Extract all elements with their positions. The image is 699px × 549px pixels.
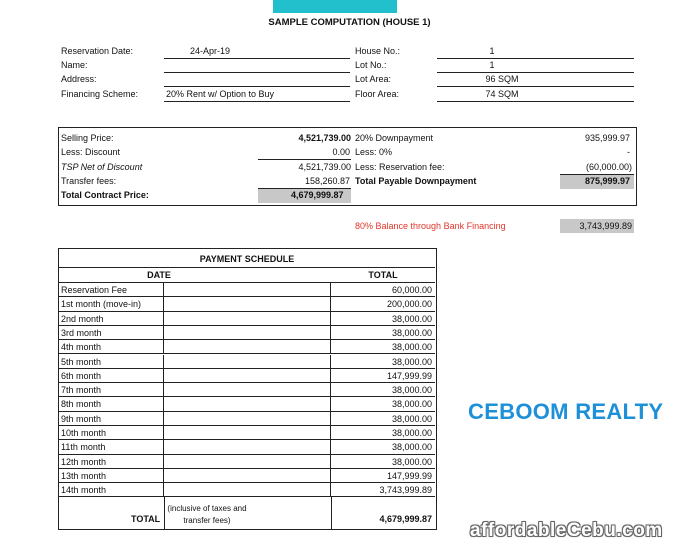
row-blank-cell	[164, 383, 331, 396]
row-amount-cell: 38,000.00	[391, 428, 432, 438]
row-amount-cell: 60,000.00	[391, 285, 432, 295]
balance-label: 80% Balance through Bank Financing	[355, 221, 506, 231]
schedule-title: PAYMENT SCHEDULE	[199, 254, 295, 264]
row-blank-cell	[164, 355, 331, 368]
schedule-total-label: TOTAL	[131, 514, 161, 524]
total-note-line-1: (inclusive of taxes and	[167, 504, 247, 513]
reservation-date-label: Reservation Date:	[61, 46, 134, 56]
total-note-line-2: transfer fees)	[183, 516, 231, 525]
less-zero-label: Less: 0%	[355, 147, 393, 157]
name-label: Name:	[61, 60, 88, 70]
selling-price-label: Selling Price:	[61, 133, 114, 143]
financing-scheme-label: Financing Scheme:	[61, 89, 139, 99]
table-row	[59, 340, 435, 354]
row-amount-cell: 38,000.00	[391, 356, 432, 367]
row-amount-cell: 38,000.00	[391, 442, 432, 453]
total-payable-value: 875,999.97	[584, 176, 630, 186]
payment-schedule-table	[58, 248, 437, 530]
total-payable-label: Total Payable Downpayment	[355, 176, 477, 186]
row-blank-cell	[164, 283, 331, 296]
less-zero-value: -	[627, 147, 630, 157]
table-row	[59, 326, 435, 340]
reservation-fee-value: (60,000.00)	[585, 162, 632, 172]
row-blank-cell	[164, 469, 331, 482]
table-row	[59, 397, 435, 411]
row-date-cell: 7th month	[59, 383, 164, 396]
table-row	[59, 312, 435, 326]
row-date-cell: Reservation Fee	[59, 283, 164, 296]
total-contract-label: Total Contract Price:	[61, 190, 149, 200]
row-blank-cell	[164, 412, 331, 425]
row-date-cell: 6th month	[59, 369, 164, 382]
table-row	[59, 283, 435, 297]
row-amount-cell: 3,743,999.89	[379, 485, 432, 496]
transfer-fees-value: 158,260.87	[304, 176, 350, 186]
row-date-cell: 3rd month	[59, 326, 164, 339]
row-date-cell: 1st month (move-in)	[59, 297, 164, 310]
discount-value: 0.00	[332, 147, 350, 157]
financing-scheme-value: 20% Rent w/ Option to Buy	[166, 89, 275, 99]
row-date-cell: 4th month	[59, 340, 164, 353]
table-row	[59, 412, 435, 426]
brand-name: CEBOOM REALTY	[468, 399, 664, 424]
row-amount-cell: 38,000.00	[391, 456, 432, 467]
row-date-cell: 8th month	[59, 397, 164, 410]
table-row	[59, 469, 435, 483]
financing-scheme-line	[164, 101, 350, 102]
table-row	[59, 383, 435, 397]
header-accent-bar	[273, 0, 397, 13]
row-date-cell: 11th month	[59, 440, 164, 453]
row-blank-cell	[164, 312, 331, 325]
row-amount-cell: 38,000.00	[391, 342, 432, 353]
tsp-label: TSP Net of Discount	[61, 162, 143, 172]
row-amount-cell: 38,000.00	[391, 313, 432, 324]
floor-area-value: 74 SQM	[485, 89, 519, 99]
row-amount-cell: 38,000.00	[391, 385, 432, 396]
transfer-fees-label: Transfer fees:	[61, 176, 117, 186]
table-row	[59, 483, 435, 497]
lot-area-value: 96 SQM	[485, 74, 519, 84]
discount-underline	[258, 159, 351, 160]
lot-area-line	[437, 86, 634, 87]
name-line	[164, 72, 350, 73]
floor-area-label: Floor Area:	[355, 89, 400, 99]
total-contract-value: 4,679,999.87	[291, 190, 344, 200]
row-blank-cell	[164, 326, 331, 339]
tsp-value: 4,521,739.00	[298, 162, 351, 172]
downpayment-label: 20% Downpayment	[355, 133, 434, 143]
address-label: Address:	[61, 74, 97, 84]
table-row	[59, 369, 435, 383]
row-date-cell: 13th month	[59, 469, 164, 482]
row-amount-cell: 38,000.00	[391, 327, 432, 338]
table-row	[59, 297, 435, 311]
row-amount-cell: 147,999.99	[386, 470, 432, 481]
balance-value: 3,743,999.89	[579, 221, 632, 231]
downpayment-value: 935,999.97	[584, 133, 630, 143]
lot-area-label: Lot Area:	[355, 74, 392, 84]
lot-no-label: Lot No.:	[355, 60, 387, 70]
reservation-fee-label: Less: Reservation fee:	[355, 162, 445, 172]
address-line	[164, 86, 350, 87]
row-blank-cell	[164, 369, 331, 382]
reservation-date-value: 24-Apr-19	[190, 46, 231, 56]
selling-price-value: 4,521,739.00	[298, 133, 351, 143]
row-amount-cell: 200,000.00	[386, 299, 432, 310]
watermark-text: affordableCebu.com	[470, 520, 663, 541]
col-total-header: TOTAL	[368, 270, 398, 280]
row-amount-cell: 38,000.00	[391, 399, 432, 410]
row-date-cell: 10th month	[59, 426, 164, 439]
row-blank-cell	[164, 455, 331, 468]
schedule-total-amount: 4,679,999.87	[379, 514, 432, 524]
schedule-total-note	[167, 503, 247, 527]
row-amount-cell: 147,999.99	[386, 370, 432, 381]
discount-label: Less: Discount	[61, 147, 121, 157]
reservation-date-line	[164, 58, 350, 59]
row-blank-cell	[164, 340, 331, 353]
row-date-cell: 2nd month	[59, 312, 164, 325]
house-no-line	[437, 58, 634, 59]
table-row	[59, 440, 435, 454]
floor-area-line	[437, 101, 634, 102]
row-blank-cell	[164, 440, 331, 453]
table-row	[59, 355, 435, 369]
row-date-cell: 9th month	[59, 412, 164, 425]
lot-no-line	[437, 72, 634, 73]
row-blank-cell	[164, 483, 331, 496]
col-date-header: DATE	[147, 270, 171, 280]
table-row	[59, 426, 435, 440]
row-date-cell: 12th month	[59, 455, 164, 468]
lot-no-value: 1	[489, 60, 495, 70]
row-blank-cell	[164, 297, 331, 310]
row-date-cell: 14th month	[59, 483, 164, 496]
table-row	[59, 455, 435, 469]
row-amount-cell: 38,000.00	[391, 413, 432, 424]
page-title: SAMPLE COMPUTATION (HOUSE 1)	[268, 17, 431, 28]
row-blank-cell	[164, 426, 331, 439]
row-blank-cell	[164, 397, 331, 410]
house-no-value: 1	[489, 46, 495, 56]
house-no-label: House No.:	[355, 46, 401, 56]
row-date-cell: 5th month	[59, 355, 164, 368]
